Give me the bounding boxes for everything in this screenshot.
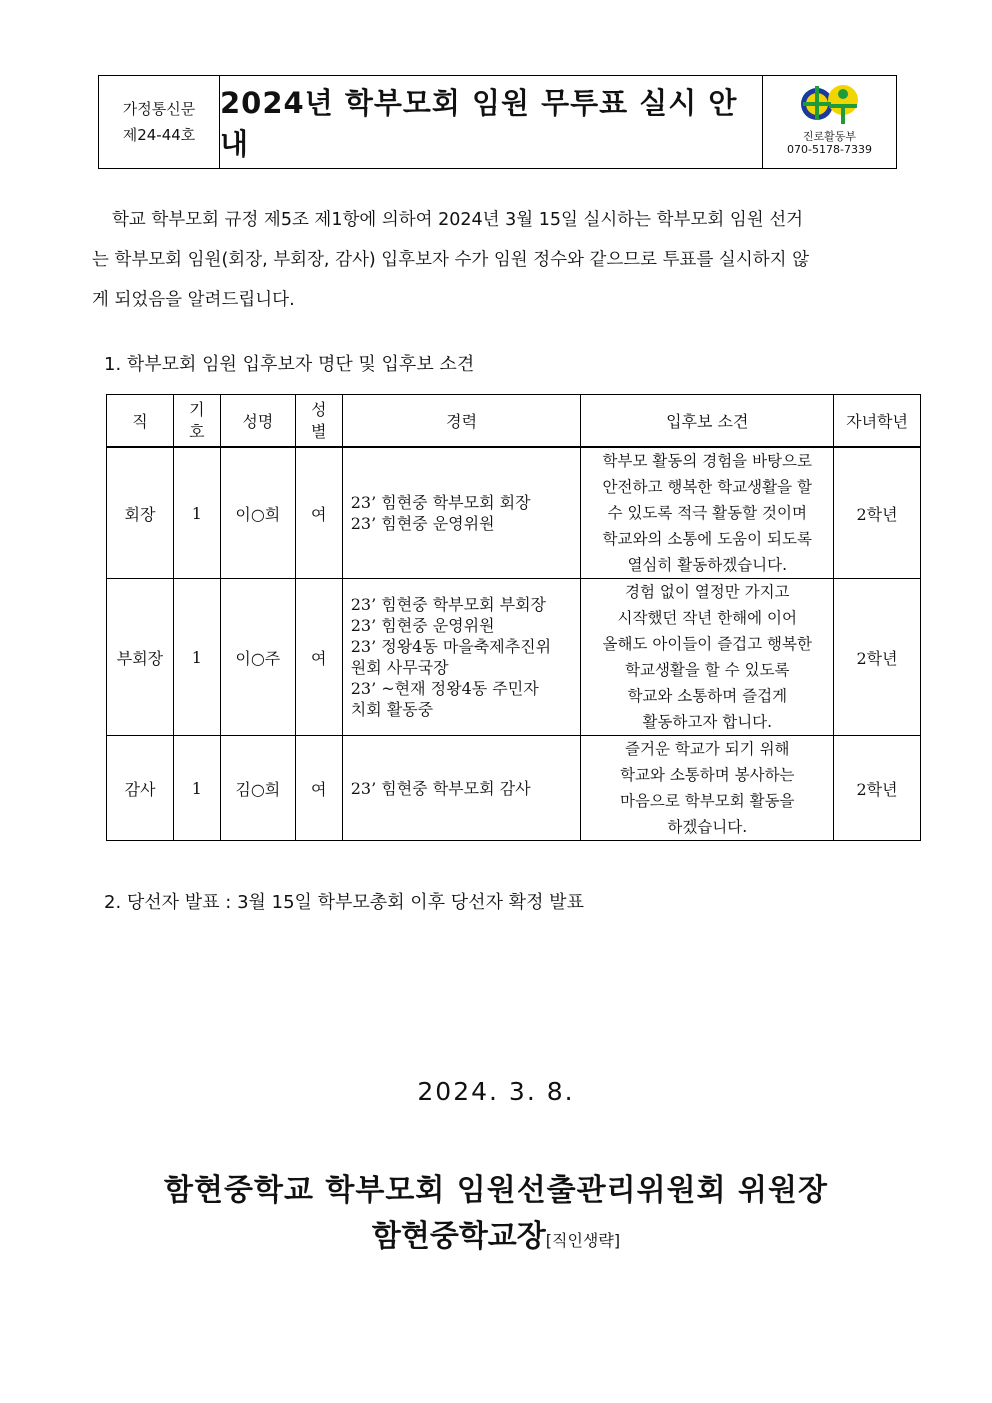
cell-gender: 여: [295, 579, 342, 736]
cell-grade: 2학년: [834, 447, 921, 579]
cell-name: 이○주: [220, 579, 295, 736]
vision-line: 경험 없이 열정만 가지고: [625, 583, 790, 601]
vision-line: 학부모 활동의 경험을 바탕으로: [602, 452, 812, 470]
col-gender: [295, 395, 342, 448]
intro-line: 게 되었음을 알려드립니다.: [92, 290, 295, 310]
cell-name: 김○희: [220, 736, 295, 841]
cell-position: 회장: [107, 447, 174, 579]
career-line: 23’ 힘현중 학부모회 감사: [350, 778, 531, 798]
department-label: 진로활동부: [802, 130, 857, 143]
candidates-table: [106, 394, 921, 841]
section-1-heading: 1. 학부모회 임원 입후보자 명단 및 입후보 소견: [104, 354, 475, 375]
cell-vision: [581, 447, 834, 579]
cell-career: [342, 447, 581, 579]
col-position: 직: [107, 395, 174, 448]
vision-line: 하겠습니다.: [667, 818, 748, 836]
table-row: [107, 736, 921, 841]
career-line: 치회 활동중: [350, 700, 434, 719]
col-gender-b: 별: [311, 421, 327, 441]
col-career: 경력: [342, 395, 581, 448]
table-row: [107, 579, 921, 736]
col-number-b: 호: [189, 421, 205, 441]
principal-title: 함현중학교장: [371, 1219, 546, 1254]
career-line: 23’ 힘현중 학부모회 회장: [350, 493, 531, 512]
document-title: 2024년 학부모회 임원 무투표 실시 안내: [220, 86, 738, 161]
document-header: [98, 75, 897, 169]
cell-number: 1: [173, 579, 220, 736]
table-header-row: [107, 395, 921, 448]
cell-gender: 여: [295, 736, 342, 841]
vision-line: 학교와 소통하며 즐겁게: [627, 687, 788, 705]
cell-name: 이○희: [220, 447, 295, 579]
vision-line: 즐거운 학교가 되기 위해: [625, 740, 790, 758]
doc-type: 가정통신문: [122, 100, 196, 118]
col-gender-a: 성: [311, 399, 327, 419]
doc-info-cell: [99, 76, 220, 168]
cell-grade: 2학년: [834, 736, 921, 841]
col-number: [173, 395, 220, 448]
issue-date: 2024. 3. 8.: [417, 1077, 575, 1106]
principal-signature: [0, 1211, 992, 1255]
vision-line: 시작했던 작년 한해에 이어: [617, 609, 797, 627]
col-vision: 입후보 소견: [581, 395, 834, 448]
table-row: [107, 447, 921, 579]
vision-line: 수 있도록 적극 활동할 것이며: [607, 504, 807, 522]
vision-line: 활동하고자 합니다.: [642, 713, 773, 731]
cell-number: 1: [173, 736, 220, 841]
col-number-a: 기: [189, 399, 205, 419]
career-line: 23’ ~현재 정왕4동 주민자: [350, 679, 539, 698]
cell-vision: [581, 736, 834, 841]
school-logo-cell: [762, 76, 896, 168]
intro-paragraph: [92, 200, 902, 320]
phone-number: 070-5178-7339: [787, 143, 872, 156]
vision-line: 학교와의 소통에 도움이 되도록: [602, 530, 812, 548]
vision-line: 올해도 아이들이 즐겁고 행복한: [602, 635, 812, 653]
cell-career: [342, 579, 581, 736]
career-line: 23’ 힘현중 운영위원: [350, 514, 495, 533]
career-line: 23’ 정왕4동 마을축제추진위: [350, 637, 552, 656]
career-line: 23’ 힘현중 운영위원: [350, 616, 495, 635]
vision-line: 마음으로 학부모회 활동을: [619, 792, 795, 810]
seal-note: [직인생략]: [545, 1231, 621, 1250]
committee-signature: 함현중학교 학부모회 임원선출관리위원회 위원장: [164, 1173, 828, 1208]
col-name: 성명: [220, 395, 295, 448]
intro-line: 는 학부모회 임원(회장, 부회장, 감사) 입후보자 수가 임원 정수와 같으므로 투표를 실시하지 않: [92, 250, 810, 270]
doc-number: 제24-44호: [122, 126, 196, 144]
vision-line: 학교생활을 할 수 있도록: [625, 661, 790, 679]
vision-line: 열심히 활동하겠습니다.: [627, 556, 788, 574]
intro-line: 학교 학부모회 규정 제5조 제1항에 의하여 2024년 3월 15일 실시하는 학부모회 임원 선거: [112, 210, 804, 230]
career-line: 원회 사무국장: [350, 658, 449, 677]
col-grade: 자녀학년: [834, 395, 921, 448]
cell-gender: 여: [295, 447, 342, 579]
school-logo-icon: [797, 82, 863, 128]
cell-career: [342, 736, 581, 841]
vision-line: 안전하고 행복한 학교생활을 할: [602, 478, 812, 496]
cell-position: 부회장: [107, 579, 174, 736]
section-2-heading: 2. 당선자 발표 : 3월 15일 학부모총회 이후 당선자 확정 발표: [104, 892, 584, 913]
cell-position: 감사: [107, 736, 174, 841]
career-line: 23’ 힘현중 학부모회 부회장: [350, 595, 546, 614]
cell-number: 1: [173, 447, 220, 579]
cell-grade: 2학년: [834, 579, 921, 736]
vision-line: 학교와 소통하며 봉사하는: [619, 766, 795, 784]
cell-vision: [581, 579, 834, 736]
